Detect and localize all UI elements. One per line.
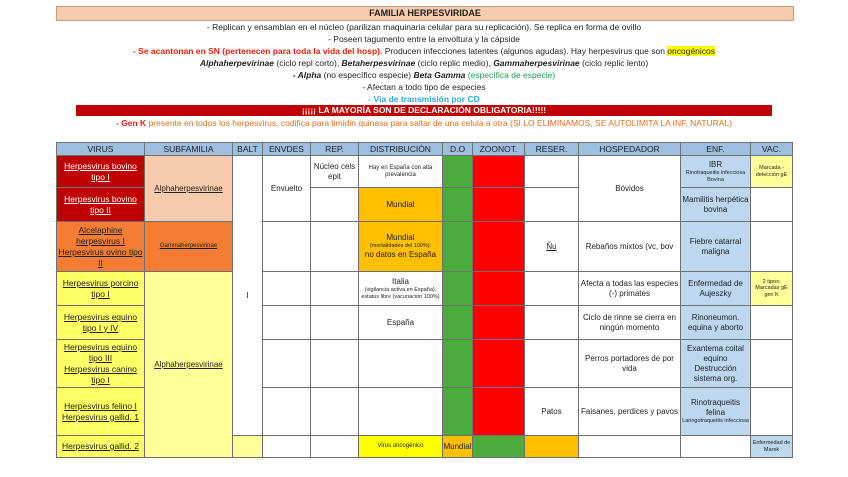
vac-cell: [751, 306, 793, 340]
hospedador-cell: [681, 436, 751, 458]
rep-cell: [311, 222, 359, 272]
envdes-cell: [263, 272, 311, 306]
subfamilia-cell: Gammaherpesvirinae: [145, 222, 233, 272]
hospedador-cell: Ciclo de rinne se cierra en ningún momento: [579, 306, 681, 340]
declaracion-obligatoria-banner: ¡¡¡¡¡ LA MAYORÍA SON DE DECLARACIÓN OBLIGATORIA!!!!!: [76, 105, 772, 116]
do-cell: [443, 222, 473, 272]
envdes-cell: [311, 436, 359, 458]
bullet-subfamilias: Alphaherpevirinae (ciclo repl corto), Betaherpesvirinae (ciclo replic medio), Gammaherpesvirinae (ciclo replic lento): [199, 58, 649, 68]
zoonot-cell: [473, 388, 525, 436]
zoonot-cell: [473, 306, 525, 340]
rep-cell: Núcleo cels epit: [311, 156, 359, 188]
do-cell: [443, 156, 473, 188]
rep-cell: Virus oncogénico: [359, 436, 443, 458]
balt-cell: [263, 436, 311, 458]
enf-cell: Exantema coital equino Destrucción sistema org.: [681, 340, 751, 388]
envdes-cell: [263, 306, 311, 340]
highlight-red-text: - Se acantonan en SN (pertenecen para toda la vida del hosp).: [132, 46, 383, 56]
header-virus: VIRUS: [57, 143, 145, 156]
table-header-row: [57, 143, 793, 156]
do-cell: [473, 436, 525, 458]
header-distribucion: DISTRIBUCIÓN: [359, 143, 443, 156]
virus-cell: Herpesvirus equino tipo III Herpesvirus canino tipo I: [57, 340, 145, 388]
virus-cell: Herpesvirus bovino tipo II: [57, 188, 145, 222]
hospedador-cell: Perros portadores de por vida: [579, 340, 681, 388]
vac-cell: 2 tipos: Marcadas gE gen K: [751, 272, 793, 306]
do-cell: [443, 340, 473, 388]
hospedador-cell: Faisanes, perdices y pavos: [579, 388, 681, 436]
bullet-especies: - Afectan a todo tipo de especies: [362, 82, 486, 92]
header-zoonot: ZOONOT.: [473, 143, 525, 156]
header-balt: BALT: [233, 143, 263, 156]
distribucion-cell: Hay en España con alta prevalencia: [359, 156, 443, 188]
envdes-cell: [263, 340, 311, 388]
rep-cell: [311, 388, 359, 436]
envdes-cell: Envuelto: [263, 156, 311, 222]
table-row: [57, 222, 793, 272]
bullet-latencia: - Se acantonan en SN (pertenecen para toda la vida del hosp). Producen infecciones latentes (algunos agudas). Hay herpesvirus que son oncogénicos: [132, 46, 716, 56]
envdes-cell: [263, 222, 311, 272]
virus-cell: Herpesvirus bovino tipo I: [57, 156, 145, 188]
zoonot-cell: [473, 188, 525, 222]
zoonot-cell: [525, 436, 579, 458]
distribucion-cell: España: [359, 306, 443, 340]
zoonot-cell: [473, 272, 525, 306]
vac-cell: [751, 388, 793, 436]
zoonot-cell: [473, 340, 525, 388]
table-row: [57, 272, 793, 306]
herpesviridae-table: [56, 142, 793, 458]
bullet-tegumento: - Poseen tagumento entre la envoltura y la cápside: [328, 34, 520, 44]
reser-cell: Patos: [525, 388, 579, 436]
distribucion-cell: Italia (vigilancia activa en España), estatus libre (vacunación 100%): [359, 272, 443, 306]
reser-cell: Ñu: [525, 222, 579, 272]
hospedador-cell: Bóvidos: [579, 156, 681, 222]
header-vac: VAC.: [751, 143, 793, 156]
do-cell: [443, 388, 473, 436]
enf-cell: Enfermedad de Marek: [751, 436, 793, 458]
subfamilia-cell: Alphaherpesvirinae: [145, 156, 233, 222]
enf-cell: Fiebre catarral maligna: [681, 222, 751, 272]
rep-cell: [311, 340, 359, 388]
header-hospedador: HOSPEDADOR: [579, 143, 681, 156]
reser-cell: [579, 436, 681, 458]
vac-cell: [751, 188, 793, 222]
vac-cell: [751, 340, 793, 388]
header-enf: ENF.: [681, 143, 751, 156]
rep-cell: [311, 272, 359, 306]
balt-cell: I: [233, 156, 263, 436]
envdes-cell: [263, 388, 311, 436]
distribucion-cell: [359, 388, 443, 436]
vac-cell: [751, 222, 793, 272]
distribucion-cell: Mundial: [443, 436, 473, 458]
virus-cell: Alcelaphine herpesvirus I Herpesvirus ovino tipo II: [57, 222, 145, 272]
distribucion-cell: [359, 340, 443, 388]
enf-cell: Mamilitis herpética bovina: [681, 188, 751, 222]
hospedador-cell: Rebaños mixtos (vc, bov: [579, 222, 681, 272]
do-cell: [443, 272, 473, 306]
subfamilia-cell: [233, 436, 263, 458]
vac-cell: Marcada - delección gE: [751, 156, 793, 188]
reser-cell: [525, 272, 579, 306]
rep-cell: [311, 306, 359, 340]
distribucion-cell: Mundial (mortalidades del 100%): no datos en España: [359, 222, 443, 272]
distribucion-cell: Mundial: [359, 188, 443, 222]
rep-cell: [311, 188, 359, 222]
bullet-transmision: - Vía de transmisión por CD: [368, 94, 480, 104]
bullet-replicacion: - Replican y ensamblan en el núcleo (parilizan maquinaria celular para su replicación). Se replica en forma de ovillo: [206, 22, 642, 32]
hospedador-cell: Afecta a todas las especies (-) primates: [579, 272, 681, 306]
enf-cell: IBR Rinotraqueitis infecciosa Bovina: [681, 156, 751, 188]
bullet-especificidad: - Alpha (no específico especie) Beta Gamma (específica de especie): [292, 70, 556, 80]
enf-cell: Rinoneumon. equina y aborto: [681, 306, 751, 340]
do-cell: [443, 188, 473, 222]
page-title: FAMILIA HERPESVIRIDAE: [56, 6, 794, 21]
header-subfamilia: SUBFAMILIA: [145, 143, 233, 156]
reser-cell: [525, 188, 579, 222]
header-reser: RESER.: [525, 143, 579, 156]
header-rep: REP.: [311, 143, 359, 156]
subfamilia-cell: Alphaherpesvirinae: [145, 272, 233, 458]
do-cell: [443, 306, 473, 340]
header-do: D.O: [443, 143, 473, 156]
zoonot-cell: [473, 222, 525, 272]
reser-cell: [525, 306, 579, 340]
table-row: [57, 156, 793, 188]
virus-cell: Herpesvirus equino tipo I y IV: [57, 306, 145, 340]
enf-cell: Rinotraqueitis felina Laringotraqueitis infecciosa: [681, 388, 751, 436]
virus-cell: Herpesvirus gallid. 2: [57, 436, 145, 458]
virus-cell: Herpesvirus porcino tipo I: [57, 272, 145, 306]
enf-cell: Enfermedad de Aujeszky: [681, 272, 751, 306]
virus-cell: Herpesvirus felino I Herpesvirus gallid. 1: [57, 388, 145, 436]
reser-cell: [525, 340, 579, 388]
zoonot-cell: [473, 156, 525, 188]
header-envdes: ENVDES: [263, 143, 311, 156]
highlight-oncogenicos: oncogénicos: [667, 46, 716, 56]
reser-cell: [525, 156, 579, 188]
bullet-gen-k: - Gen K presente en todos los herpesvirus, codifica para timidin quinasa para saltar de una celula a otra (SI LO ELIMINAMOS, SE AUTOLIMITA LA INF. NATURAL): [115, 118, 733, 128]
